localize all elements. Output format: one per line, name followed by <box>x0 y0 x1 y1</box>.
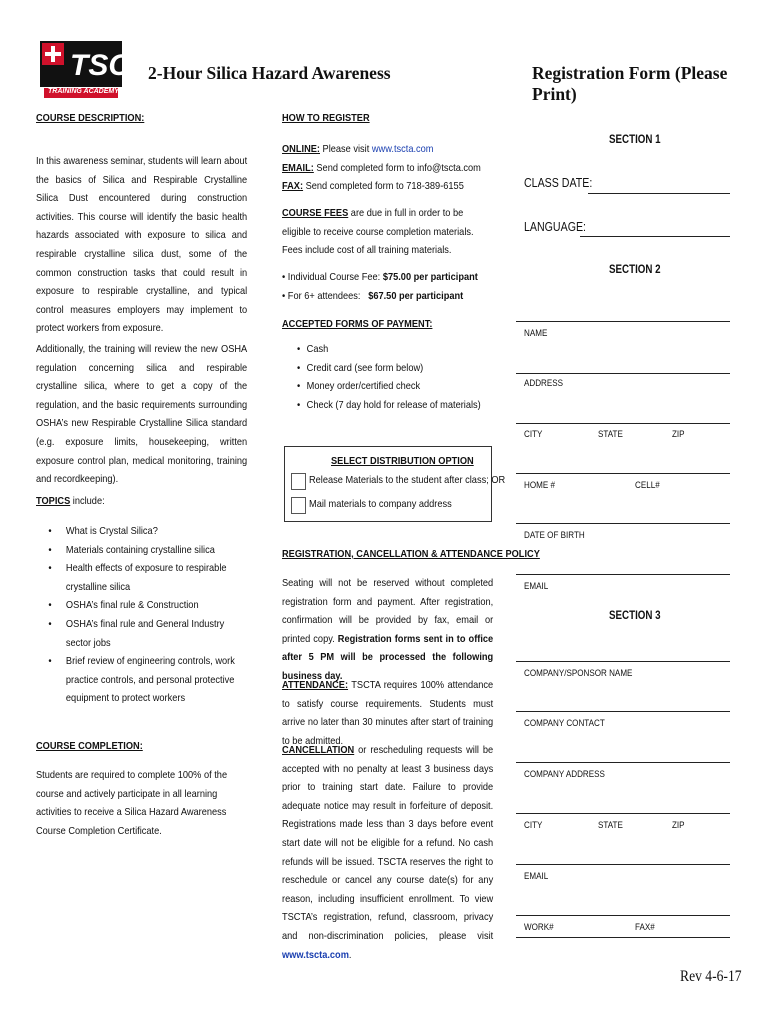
topic-item: • Health effects of exposure to respirable crystalline silica <box>48 562 227 593</box>
company-name-label: COMPANY/SPONSOR NAME <box>524 668 633 679</box>
fax-label: FAX# <box>635 922 655 933</box>
topics-word: TOPICS <box>36 495 71 507</box>
course-completion-text: Students are required to complete 100% of the course and actively participate in all learning activities to receive a Silica Hazard Awareness Course Completion Certificate. <box>36 769 228 837</box>
address-label: ADDRESS <box>524 378 564 389</box>
email-line: EMAIL: Send completed form to info@tscta.com <box>282 161 481 174</box>
online-link[interactable]: www.tscta.com <box>371 143 434 155</box>
online-line: ONLINE: Please visit www.tscta.com <box>282 143 434 155</box>
zip-label: ZIP <box>672 429 685 440</box>
payment-item: • Credit card (see form below) <box>296 361 424 374</box>
form-title: Registration Form (Please Print) <box>532 63 728 104</box>
course-completion-heading: COURSE COMPLETION: <box>36 740 143 752</box>
section2-heading: SECTION 2 <box>609 264 661 276</box>
course-title: 2-Hour Silica Hazard Awareness <box>148 63 391 83</box>
company-address-label: COMPANY ADDRESS <box>524 769 605 780</box>
address-field[interactable] <box>516 423 730 424</box>
email-label: EMAIL <box>524 581 549 592</box>
topic-item: • OSHA’s final rule & Construction <box>48 599 199 612</box>
fee-group: • For 6+ attendees: $67.50 per participant <box>282 289 464 302</box>
distribution-heading: SELECT DISTRIBUTION OPTION <box>331 455 474 467</box>
topics-rest: include: <box>70 495 105 507</box>
payment-heading: ACCEPTED FORMS OF PAYMENT: <box>282 318 433 330</box>
company-city-state-zip-field[interactable] <box>516 864 730 865</box>
state-label: STATE <box>598 429 623 440</box>
company-email-label: EMAIL <box>524 871 549 882</box>
name-label: NAME <box>524 328 548 339</box>
company-email-field[interactable] <box>516 915 730 916</box>
email-field[interactable] <box>516 661 730 662</box>
cell-phone-label: CELL# <box>635 480 660 491</box>
mail-materials-label: Mail materials to company address <box>309 498 452 510</box>
city-label: CITY <box>524 429 543 440</box>
topic-item: • Brief review of engineering controls, work practice controls, and personal protective equipment to protect workers <box>48 655 235 705</box>
company-address-field[interactable] <box>516 813 730 814</box>
attendance-paragraph: ATTENDANCE: TSCTA requires 100% attendance to satisfy course requirements. Students must arrive no later than 30 minutes after start of training to be admitted. <box>282 679 494 747</box>
release-materials-checkbox[interactable] <box>291 473 306 490</box>
fax-line: FAX: Send completed form to 718-389-6155 <box>282 180 464 193</box>
company-name-field[interactable] <box>516 711 730 712</box>
home-phone-label: HOME # <box>524 480 555 491</box>
topic-item: • What is Crystal Silica? <box>48 525 158 537</box>
course-description-paragraph: In this awareness seminar, students will learn about the basics of Silica and Respirable Crystalline Silica Dust encountered during construction activities. This course will identify the basic health hazards associated with exposure to silica and respirable crystalline silica dust, some of the common construction tasks that could result in exposure to respirable crystalline, and typical control measures employers may implement to protect workers from exposure. <box>36 155 248 335</box>
company-state-label: STATE <box>598 820 623 831</box>
payment-item: • Cash <box>296 343 329 355</box>
revision-label: Rev 4-6-17 <box>680 968 742 985</box>
course-fees-paragraph: COURSE FEES are due in full in order to be eligible to receive course completion materials. Fees include cost of all training materials. <box>282 207 474 257</box>
payment-item: • Check (7 day hold for release of materials) <box>296 398 481 411</box>
language-field[interactable] <box>580 236 730 237</box>
name-field[interactable] <box>516 373 730 374</box>
release-materials-label: Release Materials to the student after class; OR <box>309 474 506 486</box>
fee-individual: • Individual Course Fee: $75.00 per participant <box>282 271 478 283</box>
work-phone-label: WORK# <box>524 922 554 933</box>
topic-item: • Materials containing crystalline silica <box>48 543 215 556</box>
company-contact-field[interactable] <box>516 762 730 763</box>
work-fax-field[interactable] <box>516 937 730 938</box>
distribution-option-box <box>284 446 506 522</box>
mail-materials-checkbox[interactable] <box>291 497 306 514</box>
fee-list <box>282 268 493 305</box>
dob-field[interactable] <box>516 574 730 575</box>
topics-list <box>36 522 247 708</box>
logo-subtext: TRAINING ACADEMY <box>48 88 119 95</box>
register-methods <box>282 140 493 196</box>
course-description-heading: COURSE DESCRIPTION: <box>36 112 145 124</box>
language-label: LANGUAGE: <box>524 220 586 234</box>
payment-item: • Money order/certified check <box>296 380 421 393</box>
cancellation-paragraph: CANCELLATION or rescheduling requests will be accepted with no penalty at least 3 business days prior to training start date. Failure to provide adequate notice may result in forfeiture of deposit. Registrations made less than 3 days before event start date will not be eligible for a refund. No cash refunds will be issued. TSCTA reserves the right to reschedule or cancel any course date(s) for any reason, including insufficient enrollment. To view TSCTA’s registration, refund, classroom, privacy and non-discrimination policies, please visit www.tscta.com. <box>282 744 494 961</box>
phone-field[interactable] <box>516 523 730 524</box>
policy-heading: REGISTRATION, CANCELLATION & ATTENDANCE POLICY <box>282 548 540 560</box>
section3-heading: SECTION 3 <box>609 610 661 622</box>
topics-heading <box>36 492 105 511</box>
section1-heading: SECTION 1 <box>609 134 661 146</box>
company-zip-label: ZIP <box>672 820 685 831</box>
seating-paragraph: Seating will not be reserved without completed registration form and payment. After registration, confirmation will be provided by fax, email or printed copy. Registration forms sent in to office after 5 PM will be processed the following business day. <box>282 577 494 682</box>
class-date-field[interactable] <box>588 193 730 194</box>
topic-item: • OSHA’s final rule and General Industry sector jobs <box>48 617 225 649</box>
svg-text:TSC: TSC <box>70 49 130 82</box>
company-city-label: CITY <box>524 820 543 831</box>
tsc-logo <box>40 39 130 99</box>
payment-list <box>282 340 493 414</box>
osha-regulation-paragraph: Additionally, the training will review the new OSHA regulation concerning silica and respirable crystalline silica, where to get a copy of the regulation, and the basic requirements surrounding OSHA’s new Respirable Crystalline Silica standard (e.g. exposure limits, housekeeping, written exposure control plan, medical monitoring, training and recordkeeping). <box>36 343 248 486</box>
city-state-zip-field[interactable] <box>516 473 730 474</box>
dob-label: DATE OF BIRTH <box>524 530 585 541</box>
class-date-label: CLASS DATE: <box>524 176 593 190</box>
how-to-register-heading: HOW TO REGISTER <box>282 112 370 124</box>
company-contact-label: COMPANY CONTACT <box>524 718 605 729</box>
divider <box>516 321 730 322</box>
policies-link[interactable]: www.tscta.com <box>282 948 349 961</box>
